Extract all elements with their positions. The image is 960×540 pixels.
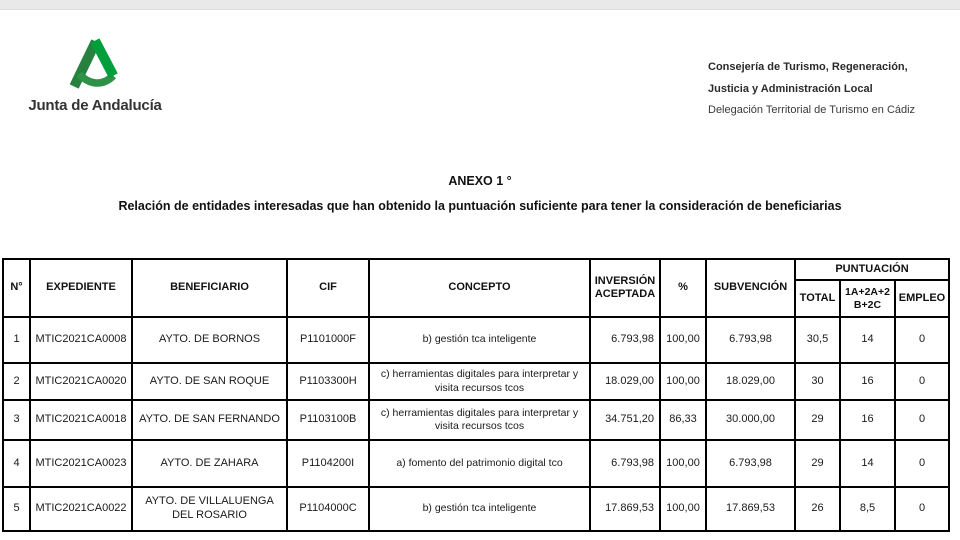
cell-cif: P1104200I (287, 440, 369, 487)
logo-wordmark: Junta de Andalucía (28, 97, 162, 114)
cell-puntuacion-criterios: 16 (840, 363, 895, 400)
cell-puntuacion-total: 30 (795, 363, 840, 400)
table-row (3, 487, 949, 531)
org-line-3: Delegación Territorial de Turismo en Cádiz (708, 104, 916, 116)
table-body (3, 317, 949, 531)
junta-andalucia-logo-icon (70, 34, 120, 94)
cell-beneficiario: AYTO. DE VILLALUENGA DEL ROSARIO (132, 487, 287, 531)
cell-puntuacion-empleo: 0 (895, 440, 949, 487)
cell-subvencion: 18.029,00 (706, 363, 795, 400)
table-header (3, 259, 949, 317)
cell-expediente: MTIC2021CA0020 (30, 363, 132, 400)
cell-porcentaje: 100,00 (660, 317, 706, 363)
table-row (3, 400, 949, 440)
cell-puntuacion-total: 26 (795, 487, 840, 531)
cell-num: 3 (3, 400, 30, 440)
cell-beneficiario: AYTO. DE SAN ROQUE (132, 363, 287, 400)
cell-concepto: a) fomento del patrimonio digital tco (369, 440, 590, 487)
cell-expediente: MTIC2021CA0022 (30, 487, 132, 531)
cell-puntuacion-total: 29 (795, 440, 840, 487)
page-title: ANEXO 1 ° (448, 174, 512, 188)
cell-num: 2 (3, 363, 30, 400)
cell-inversion-aceptada: 34.751,20 (590, 400, 660, 440)
cell-cif: P1104000C (287, 487, 369, 531)
cell-subvencion: 6.793,98 (706, 440, 795, 487)
cell-porcentaje: 100,00 (660, 487, 706, 531)
col-header-inversion: INVERSIÓN ACEPTADA (590, 259, 660, 317)
col-header-pct: % (660, 259, 706, 317)
cell-porcentaje: 86,33 (660, 400, 706, 440)
page-subtitle: Relación de entidades interesadas que han obtenido la puntuación suficiente para tener la consideración de beneficiarias (118, 199, 842, 213)
col-header-puntuacion: PUNTUACIÓN (795, 259, 949, 280)
junta-logo (22, 34, 168, 114)
table-row (3, 317, 949, 363)
cell-puntuacion-criterios: 14 (840, 440, 895, 487)
cell-subvencion: 6.793,98 (706, 317, 795, 363)
cell-puntuacion-empleo: 0 (895, 317, 949, 363)
cell-puntuacion-criterios: 14 (840, 317, 895, 363)
col-header-empleo: EMPLEO (895, 280, 949, 317)
cell-puntuacion-criterios: 8,5 (840, 487, 895, 531)
cell-puntuacion-criterios: 16 (840, 400, 895, 440)
cell-puntuacion-empleo: 0 (895, 363, 949, 400)
cell-porcentaje: 100,00 (660, 363, 706, 400)
cell-puntuacion-total: 29 (795, 400, 840, 440)
cell-expediente: MTIC2021CA0023 (30, 440, 132, 487)
cell-inversion-aceptada: 6.793,98 (590, 317, 660, 363)
col-header-expediente: EXPEDIENTE (30, 259, 132, 317)
org-line-2: Justicia y Administración Local (708, 82, 873, 95)
table-row (3, 440, 949, 487)
cell-num: 5 (3, 487, 30, 531)
cell-beneficiario: AYTO. DE ZAHARA (132, 440, 287, 487)
cell-expediente: MTIC2021CA0008 (30, 317, 132, 363)
cell-cif: P1101000F (287, 317, 369, 363)
beneficiaries-table (2, 258, 950, 532)
cell-concepto: b) gestión tca inteligente (369, 487, 590, 531)
org-info (708, 57, 915, 122)
col-header-cif: CIF (287, 259, 369, 317)
col-header-beneficiario: BENEFICIARIO (132, 259, 287, 317)
col-header-criterios: 1A+2A+2B+2C (840, 280, 895, 317)
cell-puntuacion-empleo: 0 (895, 400, 949, 440)
cell-expediente: MTIC2021CA0018 (30, 400, 132, 440)
cell-num: 4 (3, 440, 30, 487)
cell-inversion-aceptada: 18.029,00 (590, 363, 660, 400)
table-row (3, 363, 949, 400)
cell-concepto: b) gestión tca inteligente (369, 317, 590, 363)
cell-inversion-aceptada: 17.869,53 (590, 487, 660, 531)
cell-cif: P1103100B (287, 400, 369, 440)
cell-puntuacion-empleo: 0 (895, 487, 949, 531)
cell-concepto: c) herramientas digitales para interpretar y visita recursos tcos (369, 363, 590, 400)
cell-porcentaje: 100,00 (660, 440, 706, 487)
top-bar (0, 0, 960, 10)
cell-num: 1 (3, 317, 30, 363)
cell-inversion-aceptada: 6.793,98 (590, 440, 660, 487)
col-header-subvencion: SUBVENCIÓN (706, 259, 795, 317)
cell-cif: P1103300H (287, 363, 369, 400)
cell-puntuacion-total: 30,5 (795, 317, 840, 363)
col-header-total: TOTAL (795, 280, 840, 317)
col-header-concepto: CONCEPTO (369, 259, 590, 317)
cell-subvencion: 30.000,00 (706, 400, 795, 440)
col-header-num: N° (3, 259, 30, 317)
cell-beneficiario: AYTO. DE BORNOS (132, 317, 287, 363)
org-line-1: Consejería de Turismo, Regeneración, (708, 61, 908, 73)
cell-subvencion: 17.869,53 (706, 487, 795, 531)
cell-beneficiario: AYTO. DE SAN FERNANDO (132, 400, 287, 440)
cell-concepto: c) herramientas digitales para interpretar y visita recursos tcos (369, 400, 590, 440)
